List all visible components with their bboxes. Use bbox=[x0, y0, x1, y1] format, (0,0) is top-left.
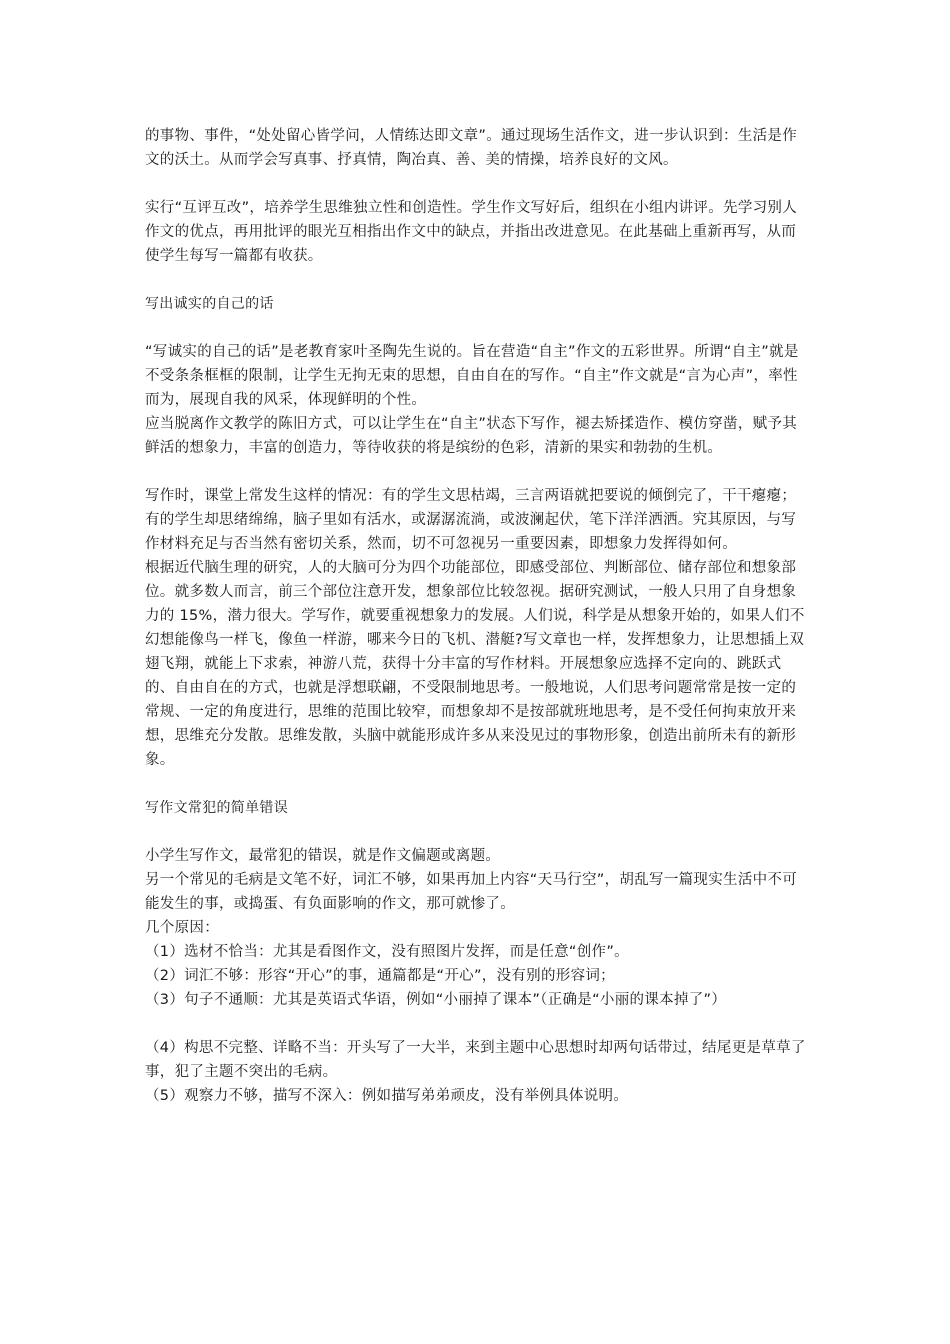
section-heading-common-errors: 写作文常犯的简单错误 bbox=[145, 800, 288, 816]
spacer bbox=[145, 460, 810, 484]
paragraph-field-observation: 的事物、事件，“处处留心皆学问，人情练达即文章”。通过现场生活作文，进一步认识到：生活是作文的沃土。从而学会写真事、抒真情，陶冶真、善、美的情操，培养良好的文风。 bbox=[145, 128, 798, 168]
document-body bbox=[145, 124, 810, 1108]
list-item-reason-4: （4）构思不完整、详略不当：开头写了一大半，来到主题中心思想时却两句话带过，结尾更是草草了事，犯了主题不突出的毛病。 bbox=[145, 1040, 806, 1080]
list-item-reason-2: （2）词汇不够：形容“开心”的事，通篇都是“开心”，没有别的形容词； bbox=[145, 968, 615, 984]
paragraph-peer-review: 实行“互评互改”，培养学生思维独立性和创造性。学生作文写好后，组织在小组内讲评。先学习别人作文的优点，再用批评的眼光互相指出作文中的缺点，并指出改进意见。在此基础上重新再写，从而使学生每写一篇都有收获。 bbox=[145, 200, 798, 264]
spacer bbox=[145, 316, 810, 340]
list-item-reason-5: （5）观察力不够，描写不深入：例如描写弟弟顽皮，没有举例具体说明。 bbox=[145, 1088, 629, 1104]
spacer bbox=[145, 268, 810, 292]
spacer bbox=[145, 772, 810, 796]
paragraph-off-topic: 小学生写作文，最常犯的错误，就是作文偏题或离题。 bbox=[145, 848, 501, 864]
paragraph-teaching-method: 应当脱离作文教学的陈旧方式，可以让学生在“自主”状态下写作，褪去矫揉造作、模仿穿凿，赋予其鲜活的想象力，丰富的创造力，等待收获的将是缤纷的色彩，清新的果实和勃勃的生机。 bbox=[145, 416, 798, 456]
spacer bbox=[145, 172, 810, 196]
paragraph-autonomy: “写诚实的自己的话”是老教育家叶圣陶先生说的。旨在营造“自主”作文的五彩世界。所谓“自主”就是不受条条框框的限制，让学生无拘无束的思想，自由自在的写作。“自主”作文就是“言为心声”，率性而为，展现自我的风采，体现鲜明的个性。 bbox=[145, 344, 799, 408]
paragraph-weak-writing: 另一个常见的毛病是文笔不好，词汇不够，如果再加上内容“天马行空”，胡乱写一篇现实生活中不可能发生的事，或捣蛋、有负面影响的作文，那可就惨了。 bbox=[145, 872, 798, 912]
list-item-reason-1: （1）选材不恰当：尤其是看图作文，没有照图片发挥，而是任意“创作”。 bbox=[145, 944, 629, 960]
list-item-reason-3: （3）句子不通顺：尤其是英语式华语，例如“小丽掉了课本”（正确是“小丽的课本掉了”） bbox=[145, 992, 727, 1008]
paragraph-imagination-intro: 写作时，课堂上常发生这样的情况：有的学生文思枯竭，三言两语就把要说的倾倒完了，干干瘪瘪；有的学生却思绪绵绵，脑子里如有活水，或潺潺流淌，或波澜起伏，笔下洋洋洒洒。究其原因，与写作材料充足与否当然有密切关系，然而，切不可忽视另一重要因素，即想象力发挥得如何。 bbox=[145, 488, 797, 552]
spacer bbox=[145, 820, 810, 844]
section-heading-honest-words: 写出诚实的自己的话 bbox=[145, 296, 274, 312]
paragraph-reasons-label: 几个原因： bbox=[145, 920, 219, 936]
spacer bbox=[145, 1012, 810, 1036]
paragraph-brain-research: 根据近代脑生理的研究，人的大脑可分为四个功能部位，即感受部位、判断部位、储存部位和想象部位。就多数人而言，前三个部位注意开发，想象部位比较忽视。据研究测试，一般人只用了自身想象力的 15%，潜力很大。学写作，就要重视想象力的发展。人们说，科学是从想象开始的，如果人们不幻想能像鸟一样飞，像鱼一样游，哪来今日的飞机、潜艇?写文章也一样，发挥想象力，让思想插上双翅飞翔，就能上下求索，神游八荒，获得十分丰富的写作材料。开展想象应选择不定向的、跳跃式的、自由自在的方式，也就是浮想联翩，不受限制地思考。一般地说，人们思考问题常常是按一定的常规、一定的角度进行，思维的范围比较窄，而想象却不是按部就班地思考，是不受任何拘束放开来想，思维充分发散。思维发散，头脑中就能形成许多从来没见过的事物形象，创造出前所未有的新形象。 bbox=[145, 560, 805, 768]
